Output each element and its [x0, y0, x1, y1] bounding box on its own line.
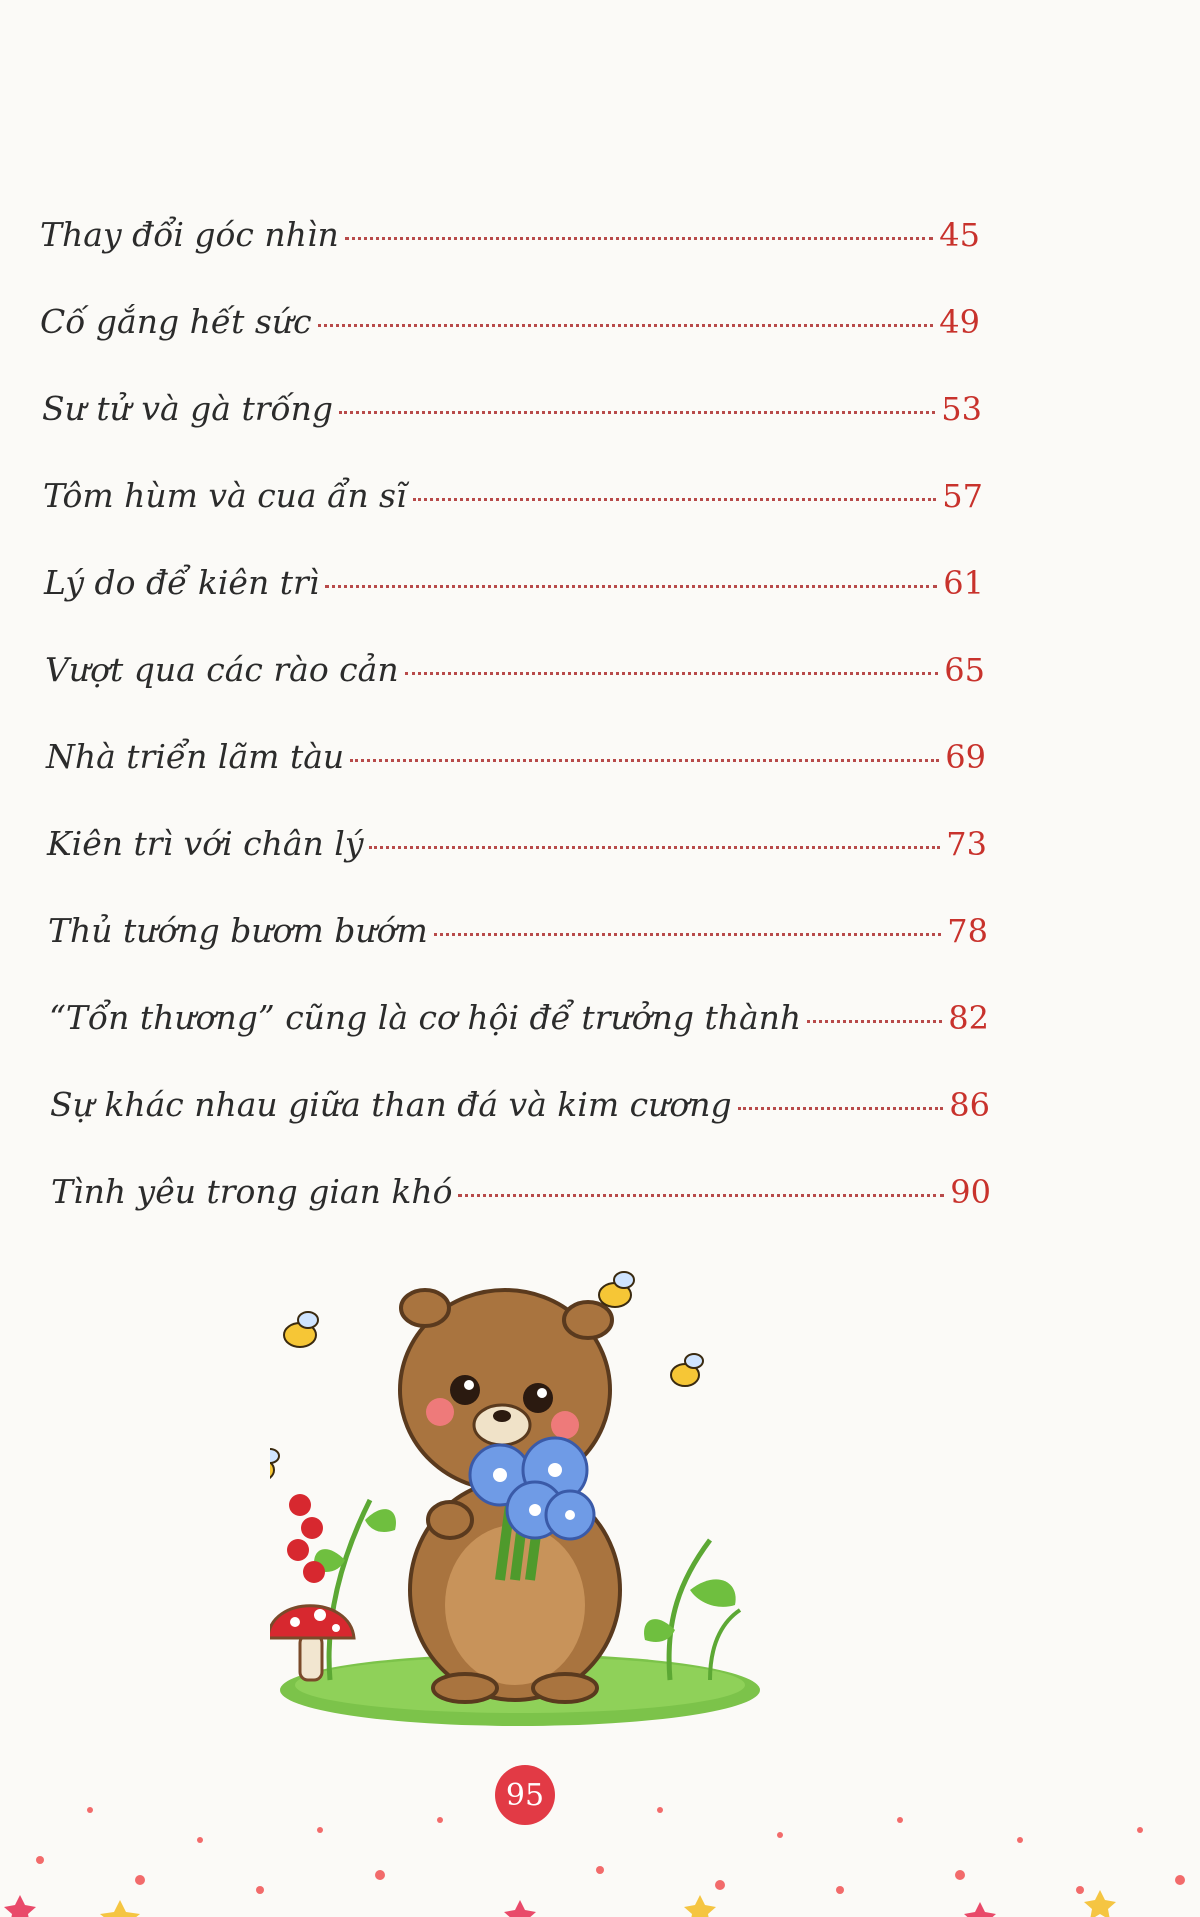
toc-entry: [42, 389, 982, 439]
bear-with-flowers-icon: [270, 1260, 770, 1730]
toc-leader-dots: [350, 759, 939, 762]
toc-entry-page: 65: [944, 651, 985, 689]
toc-entry: [43, 476, 983, 526]
toc-entry-page: 69: [945, 738, 986, 776]
toc-entry-title: Lý do để kiên trì: [44, 563, 320, 602]
toc-leader-dots: [413, 498, 937, 501]
toc-leader-dots: [807, 1020, 942, 1023]
toc-entry: [40, 215, 980, 265]
toc-entry: [51, 1172, 991, 1222]
toc-entry-title: Tôm hùm và cua ẩn sĩ: [43, 476, 407, 515]
toc-entry-title: Cố gắng hết sức: [40, 302, 312, 341]
toc-entry-title: Thay đổi góc nhìn: [40, 215, 339, 254]
toc-entry-page: 73: [946, 825, 987, 863]
toc-entry-page: 78: [947, 912, 988, 950]
toc-entry: [40, 302, 980, 352]
toc-entry: [49, 998, 989, 1048]
toc-entry: [50, 1085, 990, 1135]
toc-entry-page: 90: [950, 1173, 991, 1211]
toc-entry-page: 61: [943, 564, 984, 602]
page-number-badge: 95: [495, 1765, 555, 1825]
toc-entry-page: 49: [939, 303, 980, 341]
toc-entry-title: “Tổn thương” cũng là cơ hội để trưởng thành: [49, 998, 802, 1037]
toc-entry-title: Vượt qua các rào cản: [45, 650, 399, 689]
toc-entry-title: Kiên trì với chân lý: [47, 824, 364, 863]
toc-entry: [47, 824, 987, 874]
toc-entry: [44, 563, 984, 613]
toc-entry-page: 45: [939, 216, 980, 254]
toc-entry-page: 57: [942, 477, 983, 515]
toc-leader-dots: [318, 324, 934, 327]
toc-entry: [45, 650, 985, 700]
toc-leader-dots: [434, 933, 941, 936]
toc-leader-dots: [738, 1107, 944, 1110]
toc-leader-dots: [405, 672, 939, 675]
toc-entry-title: Nhà triển lãm tàu: [46, 737, 345, 776]
toc-entry-title: Tình yêu trong gian khó: [51, 1172, 453, 1211]
toc-leader-dots: [325, 585, 937, 588]
toc-leader-dots: [458, 1194, 944, 1197]
stars-decoration: [0, 1690, 1200, 1917]
toc-entry-page: 53: [941, 390, 982, 428]
toc-entry-page: 86: [949, 1086, 990, 1124]
toc-entry: [48, 911, 988, 961]
toc-entry-title: Sư tử và gà trống: [42, 389, 334, 428]
toc-entry-page: 82: [948, 999, 989, 1037]
toc-entry-title: Sự khác nhau giữa than đá và kim cương: [50, 1085, 732, 1124]
toc-entry: [46, 737, 986, 787]
toc-leader-dots: [345, 237, 934, 240]
toc-entry-title: Thủ tướng bươm bướm: [48, 911, 428, 950]
toc-leader-dots: [369, 846, 940, 849]
toc-leader-dots: [339, 411, 935, 414]
